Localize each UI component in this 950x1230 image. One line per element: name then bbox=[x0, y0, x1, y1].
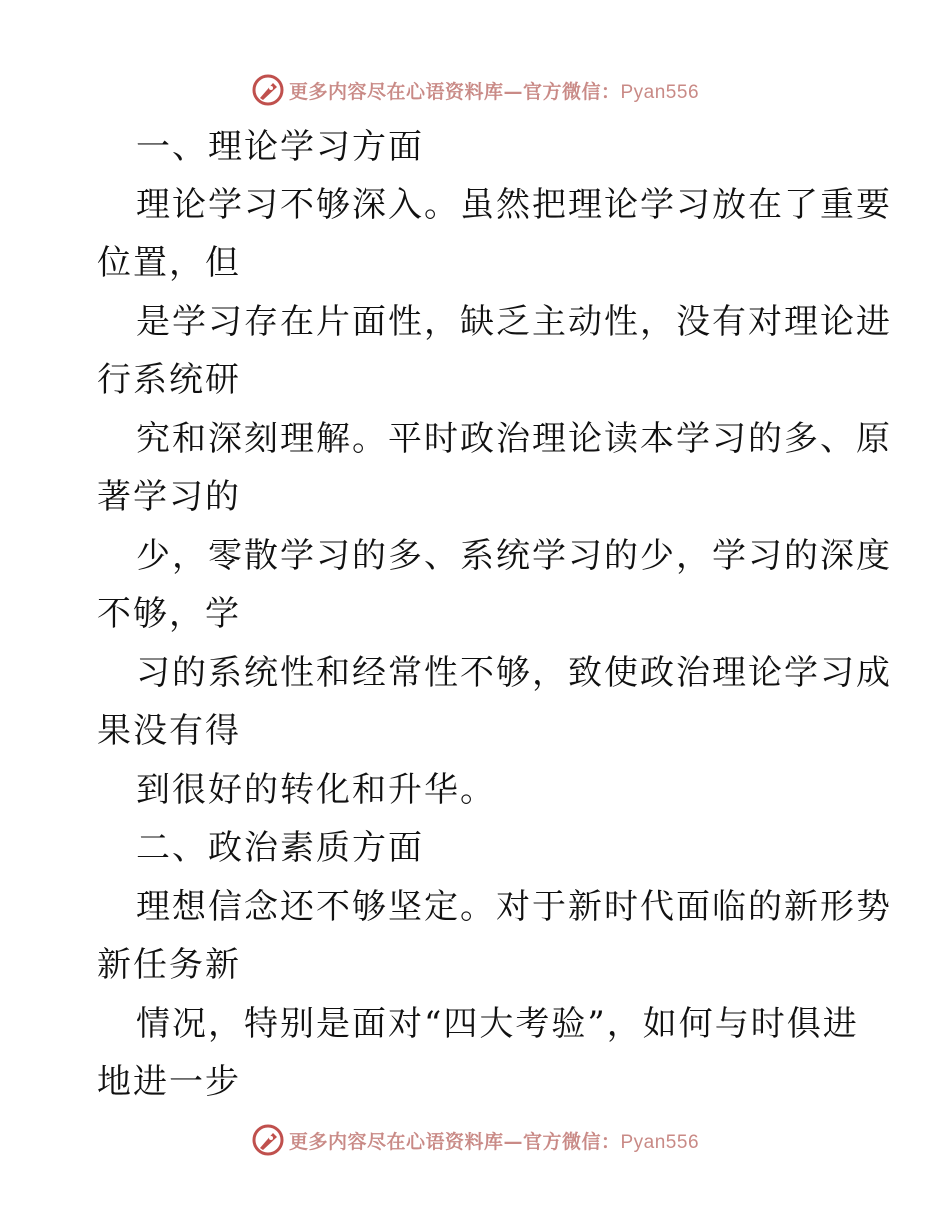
section-heading-2: 二、政治素质方面 bbox=[136, 828, 424, 868]
paragraph-line: 少，零散学习的多、系统学习的少，学习的深度 bbox=[136, 536, 892, 576]
watermark-text: 更多内容尽在心语资料库—官方微信：Pyan556 bbox=[288, 1130, 700, 1153]
pen-nib-logo-icon bbox=[251, 73, 285, 107]
paragraph-line: 行系统研 bbox=[97, 360, 241, 400]
paragraph-line: 习的系统性和经常性不够，致使政治理论学习成 bbox=[136, 653, 892, 693]
paragraph-line: 著学习的 bbox=[97, 477, 241, 517]
paragraph-line: 果没有得 bbox=[97, 711, 241, 751]
paragraph-line: 位置，但 bbox=[97, 243, 241, 283]
paragraph-line: 到很好的转化和升华。 bbox=[136, 770, 496, 810]
paragraph-line: 新任务新 bbox=[97, 945, 241, 985]
paragraph-line: 是学习存在片面性，缺乏主动性，没有对理论进 bbox=[136, 302, 892, 342]
header-watermark bbox=[0, 70, 950, 110]
pen-nib-logo-icon bbox=[251, 1123, 285, 1157]
paragraph-line: 理论学习不够深入。虽然把理论学习放在了重要 bbox=[136, 185, 892, 225]
paragraph-line: 不够，学 bbox=[97, 594, 241, 634]
watermark-text: 更多内容尽在心语资料库—官方微信：Pyan556 bbox=[288, 80, 700, 103]
paragraph-line: 地进一步 bbox=[97, 1062, 241, 1102]
section-heading-1: 一、理论学习方面 bbox=[136, 127, 424, 167]
paragraph-line: 理想信念还不够坚定。对于新时代面临的新形势 bbox=[136, 887, 892, 927]
footer-watermark bbox=[0, 1120, 950, 1160]
paragraph-line: 情况，特别是面对“四大考验”，如何与时俱进 bbox=[136, 1004, 859, 1044]
paragraph-line: 究和深刻理解。平时政治理论读本学习的多、原 bbox=[136, 419, 892, 459]
